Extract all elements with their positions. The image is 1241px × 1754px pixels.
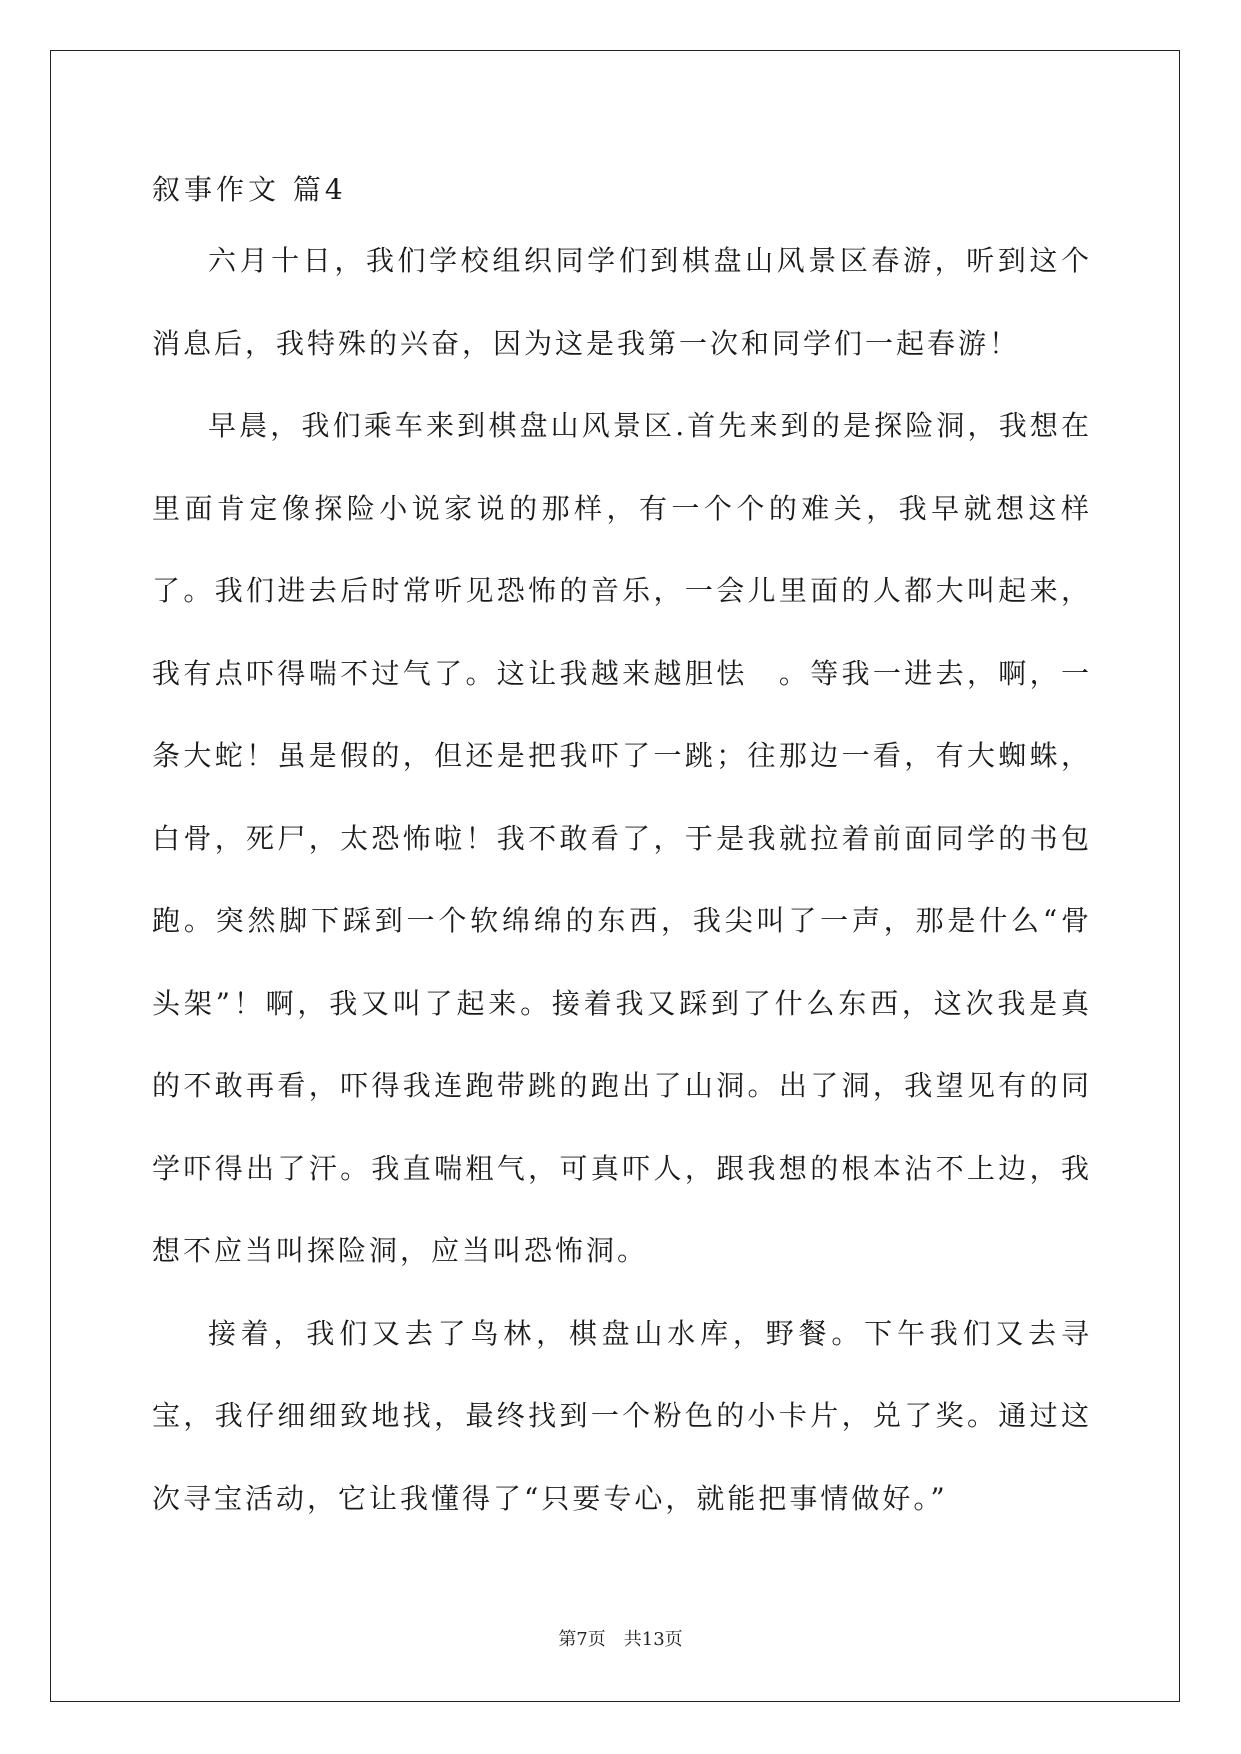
page-footer: 第7页 共13页 [558,1629,683,1650]
essay-title: 叙事作文 篇4 [152,173,347,206]
paragraph-3: 接着，我们又去了鸟林，棋盘山水库，野餐。下午我们又去寻宝，我仔细细致地找，最终找到一个粉色的小卡片，兑了奖。通过这次寻宝活动，它让我懂得了“只要专心，就能把事情做好。” [152,1316,1092,1515]
paragraph-1: 六月十日，我们学校组织同学们到棋盘山风景区春游，听到这个消息后，我特殊的兴奋，因为这是我第一次和同学们一起春游！ [152,244,1092,360]
document-body [152,160,1092,1540]
paragraph-2: 早晨，我们乘车来到棋盘山风景区.首先来到的是探险洞，我想在里面肯定像探险小说家说的那样，有一个个的难关，我早就想这样了。我们进去后时常听见恐怖的音乐，一会儿里面的人都大叫起来，我有点吓得喘不过气了。这让我越来越胆怯 。等我一进去，啊，一条大蛇！虽是假的，但还是把我吓了一跳；往那边一看，有大蜘蛛，白骨，死尸，太恐怖啦！我不敢看了，于是我就拉着前面同学的书包跑。突然脚下踩到一个软绵绵的东西，我尖叫了一声，那是什么“骨头架”！啊，我又叫了起来。接着我又踩到了什么东西，这次我是真的不敢再看，吓得我连跑带跳的跑出了山洞。出了洞，我望见有的同学吓得出了汗。我直喘粗气，可真吓人，跟我想的根本沾不上边，我想不应当叫探险洞，应当叫恐怖洞。 [152,409,1092,1267]
